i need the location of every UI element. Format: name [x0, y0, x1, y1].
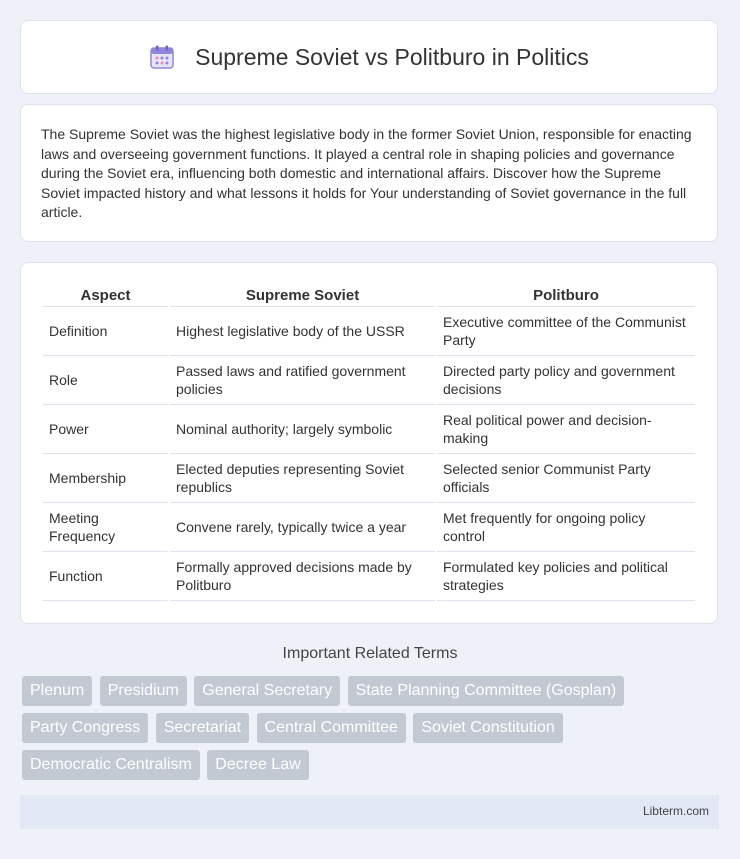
footer-site-link[interactable]: Libterm.com [642, 804, 709, 818]
cell-aspect: Membership [43, 454, 168, 503]
tag-general-secretary[interactable]: General Secretary [194, 676, 340, 706]
related-terms-list [22, 676, 722, 787]
footer [20, 795, 719, 829]
table-row [43, 307, 695, 356]
header-card [20, 20, 718, 94]
tag-central-committee[interactable]: Central Committee [257, 713, 406, 743]
intro-text: The Supreme Soviet was the highest legislative body in the former Soviet Union, responsible for enacting laws and overseeing government functions. It played a central role in shaping policies and governance during the Soviet era, influencing both domestic and international affairs. Discover how the Supreme Soviet impacted history and what lessons it holds for Your understanding of Soviet governance in the full article. [41, 126, 692, 220]
cell-supreme-soviet: Passed laws and ratified government policies [170, 356, 435, 405]
cell-aspect: Role [43, 356, 168, 405]
cell-aspect: Definition [43, 307, 168, 356]
tag-party-congress[interactable]: Party Congress [22, 713, 148, 743]
table-row [43, 552, 695, 601]
header-politburo: Politburo [437, 281, 695, 307]
header-aspect: Aspect [43, 281, 168, 307]
header-supreme-soviet: Supreme Soviet [170, 281, 435, 307]
tag-plenum[interactable]: Plenum [22, 676, 92, 706]
tag-gosplan[interactable]: State Planning Committee (Gosplan) [348, 676, 625, 706]
table-header-row [43, 281, 695, 307]
cell-supreme-soviet: Convene rarely, typically twice a year [170, 503, 435, 552]
cell-supreme-soviet: Elected deputies representing Soviet republics [170, 454, 435, 503]
tag-secretariat[interactable]: Secretariat [156, 713, 249, 743]
tag-presidium[interactable]: Presidium [100, 676, 187, 706]
tag-soviet-constitution[interactable]: Soviet Constitution [413, 713, 562, 743]
cell-politburo: Real political power and decision-making [437, 405, 695, 454]
tag-decree-law[interactable]: Decree Law [207, 750, 308, 780]
table-row [43, 405, 695, 454]
table-row [43, 356, 695, 405]
table-row [43, 454, 695, 503]
cell-politburo: Formulated key policies and political strategies [437, 552, 695, 601]
cell-supreme-soviet: Formally approved decisions made by Politburo [170, 552, 435, 601]
cell-politburo: Executive committee of the Communist Party [437, 307, 695, 356]
table-row [43, 503, 695, 552]
calendar-icon [149, 44, 175, 70]
page-title: Supreme Soviet vs Politburo in Politics [195, 43, 589, 70]
cell-politburo: Met frequently for ongoing policy control [437, 503, 695, 552]
cell-politburo: Directed party policy and government decisions [437, 356, 695, 405]
cell-aspect: Function [43, 552, 168, 601]
tag-democratic-centralism[interactable]: Democratic Centralism [22, 750, 200, 780]
cell-supreme-soviet: Highest legislative body of the USSR [170, 307, 435, 356]
cell-aspect: Meeting Frequency [43, 503, 168, 552]
cell-supreme-soviet: Nominal authority; largely symbolic [170, 405, 435, 454]
comparison-table [41, 281, 697, 601]
comparison-card [20, 262, 718, 624]
intro-card [20, 104, 718, 242]
related-terms-title: Important Related Terms [282, 645, 458, 662]
cell-aspect: Power [43, 405, 168, 454]
cell-politburo: Selected senior Communist Party officials [437, 454, 695, 503]
